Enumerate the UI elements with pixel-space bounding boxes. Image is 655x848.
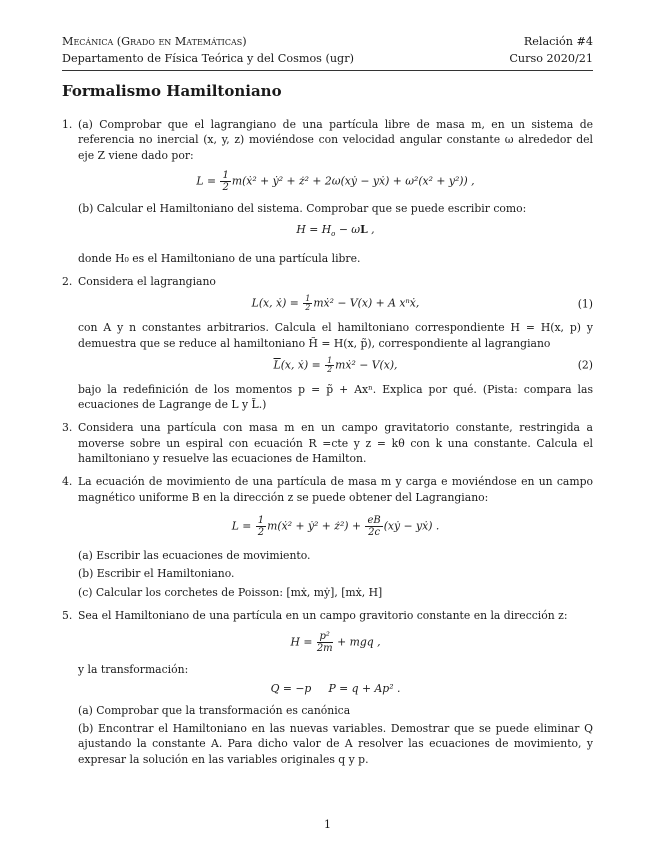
problem-text: donde H₀ es el Hamiltoniano de una partícula libre. [78,251,361,265]
equation-part: (xẏ − yẋ) . [383,519,440,533]
equation-part: m(ẋ² + ẏ² + ż²) + [267,519,361,533]
problem-number: 2. [62,274,73,288]
problem-text: Considera una partícula con masa m en un campo gravitatorio constante, restringida a moverse sobre un espiral con ecuación R =cte y z = kθ con k una constante. Calcula el hamiltoniano y resuelve las ecuaciones de Hamilton. [78,421,593,466]
subquestion-a: (a) Escribir las ecuaciones de movimiento. [78,548,311,562]
equation-subscript: o [331,230,336,239]
problem-number: 5. [62,608,73,622]
equation [78,170,593,193]
problem-text: La ecuación de movimiento de una partícula de masa m y carga e moviéndose en un campo magnético uniforme B en la dirección z se puede obtener del Lagrangiano: [78,475,593,504]
course-title: Mecánica (Grado en Matemáticas) [62,35,247,48]
page-title: Formalismo Hamiltoniano [62,82,282,100]
equation-part: H = [290,635,313,649]
academic-year: Curso 2020/21 [509,52,593,65]
fraction-denominator: 2c [368,526,381,538]
problem-2 [62,274,593,412]
fraction [317,631,333,654]
equation-part: (x, ẋ) = [280,358,325,372]
equation-part: $\overline{L}$ [273,358,281,372]
fraction-denominator: 2m [316,643,333,655]
equation-part: L = [196,174,217,188]
equation-part: + mgq , [337,635,381,649]
fraction [303,295,312,312]
equation-part: H = H [296,223,332,237]
equation-bold-symbol: L [360,223,368,237]
fraction-numerator: eB [367,514,381,526]
equation-number: (1) [577,297,593,311]
problem-4 [62,474,593,599]
problem-text: y la transformación: [78,663,189,677]
fraction-numerator: 1 [257,514,265,526]
equation: Q = −p P = q + Ap² . [270,682,401,696]
equation-1 [78,295,593,312]
problem-1 [62,117,593,266]
equation [78,222,593,242]
fraction [256,515,266,538]
problem-3 [62,420,593,466]
problem-text: (a) Comprobar que el lagrangiano de una partícula libre de masa m, en un sistema de referencia no inercial (x, y, z) moviéndose con velocidad angular constante ω alrededor del eje Z viene dado por: [78,118,593,162]
problem-text: Sea el Hamiltoniano de una partícula en un campo gravitorio constante en la dirección z: [78,608,568,622]
equation-part: L(x, ẋ) = [251,296,303,310]
sheet-number: Relación #4 [523,35,593,48]
fraction-numerator: 1 [305,294,311,304]
fraction-numerator: 1 [327,355,333,365]
department-name: Departamento de Física Teórica y del Cosmos (ugr) [62,52,354,65]
subquestion-c: (c) Calcular los corchetes de Poisson: [mẋ, mẏ], [mẋ, H] [78,585,383,599]
fraction [220,170,230,193]
equation-part: L = [231,519,252,533]
problem-text: con A y n constantes arbitrarios. Calcula el hamiltoniano correspondiente H = H(x, p) y demuestra que se reduce al hamiltoniano H̃ = H(x, p̃), correspondiente al lagrangiano [78,321,593,350]
equation [78,515,593,538]
fraction [325,357,334,374]
fraction [365,515,382,538]
subquestion-b: (b) Escribir el Hamiltoniano. [78,567,235,581]
equation-part: mẋ² − V(x) + A xⁿẋ, [313,296,420,310]
equation [78,631,593,654]
page-header [62,33,593,71]
equation-number: (2) [577,358,593,372]
problem-number: 4. [62,475,73,489]
fraction-numerator: 1 [222,169,229,181]
equation-part: , [367,223,375,237]
equation-part: m(ẋ² + ẏ² + ż² + 2ω(xẏ − yẋ) + ω²(x² + y²)) , [231,174,475,188]
fraction-denominator: 2 [327,364,333,374]
problem-number: 3. [62,421,73,435]
problem-text: Considera el lagrangiano [78,274,216,288]
header-rule [62,70,593,71]
fraction-denominator: 2 [305,303,311,313]
fraction-denominator: 2 [257,526,265,538]
equation-2 [78,357,593,374]
subquestion-a: (a) Comprobar que la transformación es canónica [78,703,351,717]
page-number: 1 [324,818,331,831]
problem-5 [62,608,593,767]
fraction-denominator: 2 [222,181,229,193]
equation-part: mẋ² − V(x), [335,358,398,372]
problem-text: (b) Calcular el Hamiltoniano del sistema. Comprobar que se puede escribir como: [78,201,527,215]
equation-part: − ω [335,223,361,237]
problem-text: bajo la redefinición de los momentos p = p̃ + Axⁿ. Explica por qué. (Pista: compara las ecuaciones de Lagrange de L y L̃.) [78,382,593,412]
subquestion-b: (b) Encontrar el Hamiltoniano en las nuevas variables. Demostrar que se puede eliminar Q ajustando la constante A. Para dicho valor de A resolver las ecuaciones de movimiento, y expresar la solución en las variables originales q y p. [78,721,593,766]
problem-number: 1. [62,118,73,131]
problem-list [62,117,593,767]
fraction-numerator: p² [317,631,333,643]
